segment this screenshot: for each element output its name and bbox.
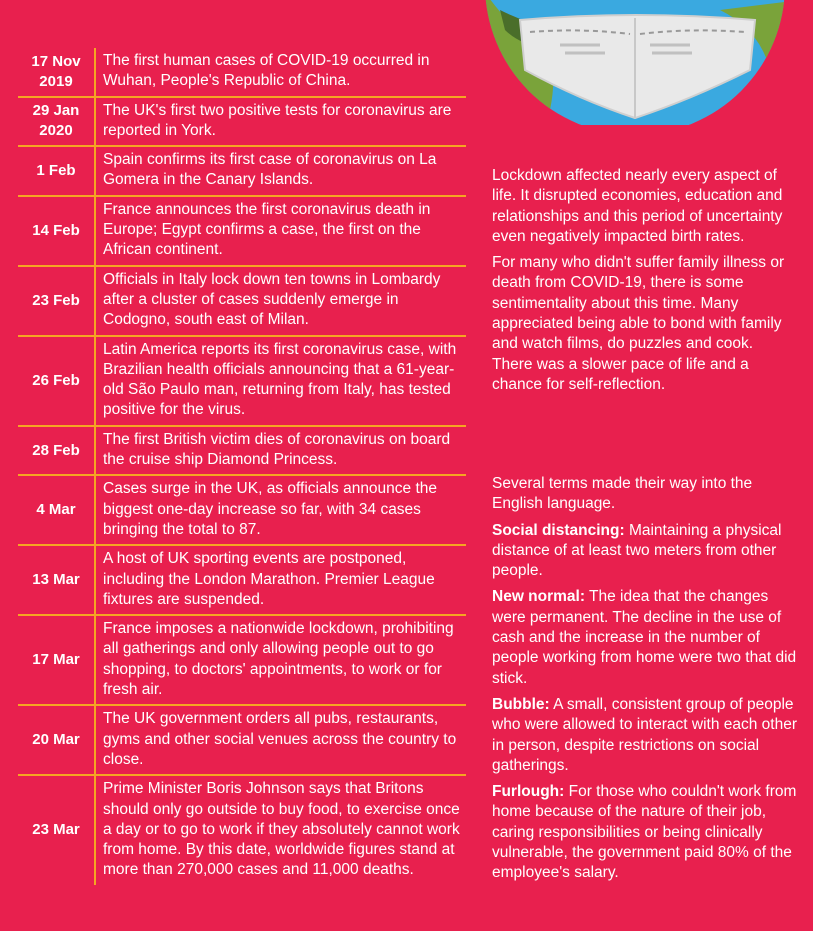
term-name: New normal: [492, 588, 586, 606]
timeline-date: 23 Feb [18, 267, 96, 335]
intro-paragraph-2: For many who didn't suffer family illness or death from COVID-19, there is some sentimentality about this time. Many appreciated being able to bond with family and watch films, do puzzles and cook. There was a slower pace of life and a chance for self-reflection. [492, 254, 785, 393]
timeline-row [18, 427, 466, 477]
terms-intro: Several terms made their way into the English language. [492, 475, 753, 513]
timeline-date: 17 Nov 2019 [18, 48, 96, 96]
term-text: A small, consistent group of people who were allowed to interact with each other in person, despite restrictions on social gatherings. [492, 695, 797, 774]
intro-text [492, 166, 797, 401]
term-definition [492, 782, 797, 883]
timeline-date: 13 Mar [18, 546, 96, 614]
timeline-row [18, 337, 466, 427]
timeline-event: The UK government orders all pubs, restaurants, gyms and other social venues across the country to close. [103, 710, 457, 768]
timeline-event: Officials in Italy lock down ten towns in Lombardy after a cluster of cases suddenly emerge in Codogno, south east of Milan. [103, 270, 441, 329]
timeline-event: France imposes a nationwide lockdown, prohibiting all gatherings and only allowing people out to go shopping, to doctors' appointments, to work or for fresh air. [103, 620, 454, 699]
timeline-event: The UK's first two positive tests for coronavirus are reported in York. [103, 101, 452, 139]
timeline-date: 17 Mar [18, 616, 96, 704]
timeline-row [18, 776, 466, 884]
timeline-row [18, 267, 466, 337]
globe-with-mask-illustration [470, 0, 800, 125]
timeline-event: Spain confirms its first case of coronavirus on La Gomera in the Canary Islands. [103, 151, 437, 189]
intro-paragraph-1: Lockdown affected nearly every aspect of life. It disrupted economies, education and relationships and this period of uncertainty even negatively impacted birth rates. [492, 167, 783, 245]
timeline-date: 20 Mar [18, 706, 96, 774]
timeline-date: 4 Mar [18, 476, 96, 544]
timeline-date: 29 Jan 2020 [18, 98, 96, 146]
timeline-row [18, 546, 466, 616]
timeline-row [18, 476, 466, 546]
term-name: Furlough: [492, 783, 565, 801]
timeline-event: The first human cases of COVID-19 occurred in Wuhan, People's Republic of China. [103, 52, 430, 90]
timeline-event: The first British victim dies of coronavirus on board the cruise ship Diamond Princess. [103, 430, 451, 469]
term-name: Bubble: [492, 695, 550, 713]
timeline-row [18, 706, 466, 776]
term-text: The idea that the changes were permanent. The decline in the use of cash and the increase in the number of people working from home were two that did stick. [492, 588, 797, 687]
timeline-row [18, 147, 466, 197]
term-name: Social distancing: [492, 521, 625, 539]
term-definition [492, 587, 797, 688]
timeline-row [18, 98, 466, 148]
timeline-row [18, 48, 466, 98]
timeline-row [18, 616, 466, 706]
term-definition [492, 695, 797, 776]
timeline-event: Prime Minister Boris Johnson says that Britons should only go outside to buy food, to exercise once a day or to go to work if they absolutely cannot work from home. By this date, worldwide figures stand at more than 270,000 cases and 11,000 deaths. [103, 780, 460, 879]
timeline-event: France announces the first coronavirus death in Europe; Egypt confirms a case, the first on the African continent. [103, 200, 431, 259]
timeline-event: A host of UK sporting events are postponed, including the London Marathon. Premier League fixtures are suspended. [103, 550, 435, 608]
timeline-date: 26 Feb [18, 337, 96, 425]
term-text: For those who couldn't work from home because of the nature of their job, caring responsibilities or being clinically vulnerable, the government paid 80% of the employee's salary. [492, 783, 797, 882]
timeline-event: Cases surge in the UK, as officials announce the biggest one-day increase so far, with 34 cases bringing the total to 87. [103, 480, 438, 538]
timeline-date: 14 Feb [18, 197, 96, 265]
term-definition [492, 521, 797, 582]
term-text: Maintaining a physical distance of at least two meters from other people. [492, 521, 782, 580]
terms-section [492, 474, 797, 890]
timeline-date: 1 Feb [18, 147, 96, 195]
timeline-date: 23 Mar [18, 776, 96, 884]
timeline-event: Latin America reports its first coronavirus case, with Brazilian health officials announcing that a 61-year-old São Paulo man, returning from Italy, has tested positive for the virus. [103, 340, 457, 419]
timeline-table [18, 48, 466, 885]
timeline-date: 28 Feb [18, 427, 96, 475]
timeline-row [18, 197, 466, 267]
